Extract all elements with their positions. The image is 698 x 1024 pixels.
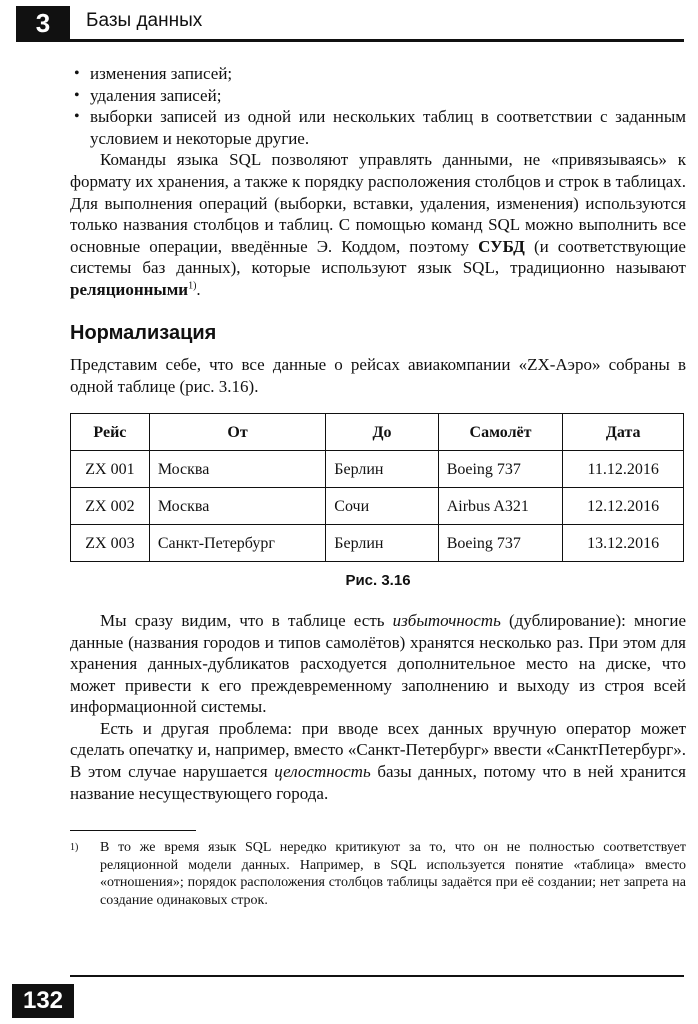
figure-caption: Рис. 3.16 xyxy=(345,572,411,590)
term-integrity: целостность xyxy=(274,762,371,782)
bullet-list xyxy=(70,63,686,149)
table-cell: Москва xyxy=(149,451,325,488)
table-cell: ZX 003 xyxy=(71,525,150,562)
header-rule xyxy=(16,39,684,42)
table-cell: Boeing 737 xyxy=(438,525,563,562)
table-row xyxy=(71,525,684,562)
footnote-separator xyxy=(70,830,196,831)
footnote xyxy=(70,839,686,909)
table-cell: Airbus A321 xyxy=(438,488,563,525)
chapter-number-badge: 3 xyxy=(16,6,70,40)
table-cell: Санкт-Петербург xyxy=(149,525,325,562)
table-cell: ZX 002 xyxy=(71,488,150,525)
footer-rule xyxy=(70,975,684,977)
footnote-ref: 1) xyxy=(188,280,197,292)
flights-table xyxy=(70,413,684,562)
table-row xyxy=(71,488,684,525)
term-relational: реляционными xyxy=(70,279,189,299)
chapter-title: Базы данных xyxy=(86,10,203,31)
list-item: • удаления записей; xyxy=(70,85,686,107)
col-header-flight: Рейс xyxy=(71,414,150,451)
paragraph-intro: Представим себе, что все данные о рейсах авиакомпании «ZX-Аэро» собраны в одной таблице (рис. 3.16). xyxy=(70,355,686,396)
table-cell: ZX 001 xyxy=(71,451,150,488)
footnote-text: В то же время язык SQL нередко критикуют за то, что он не полностью соответствует реляционной модели данных. Например, в SQL используется понятие «таблица» вместо «отношения»; порядок расположения столбцов таблицы задаётся при её создании; нет запрета на создание одинаковых строк. xyxy=(100,840,686,908)
col-header-from: От xyxy=(149,414,325,451)
page-number: 132 xyxy=(12,984,74,1018)
paragraph-redundancy: Мы сразу видим, что в таблице есть избыточность (дублирование): многие данные (названия городов и типов самолётов) хранятся несколько раз. При этом для хранения данных-дубликатов расходуется дополнительное место на диске, что может привести к его преждевременному заполнению и выходу из строя всей информационной системы. xyxy=(70,610,686,717)
table-cell: 11.12.2016 xyxy=(563,451,684,488)
footnote-mark: 1) xyxy=(70,842,79,854)
table-row xyxy=(71,451,684,488)
term-redundancy: избыточность xyxy=(392,610,501,630)
table-cell: Берлин xyxy=(326,451,438,488)
table-cell: 13.12.2016 xyxy=(563,525,684,562)
col-header-date: Дата xyxy=(563,414,684,451)
col-header-to: До xyxy=(326,414,438,451)
list-item: • изменения записей; xyxy=(70,63,686,85)
table-cell: 12.12.2016 xyxy=(563,488,684,525)
col-header-aircraft: Самолёт xyxy=(438,414,563,451)
term-dbms: СУБД xyxy=(478,236,525,256)
table-cell: Boeing 737 xyxy=(438,451,563,488)
table-cell: Сочи xyxy=(326,488,438,525)
paragraph-sql: Команды языка SQL позволяют управлять данными, не «привязываясь» к формату их хранения, а также к порядку расположения столбцов и строк в таблицах. Для выполнения операций (выборки, вставки, удаления, изменения) используются только названия столбцов и таблиц. С помощью команд SQL можно выполнить все основные операции, введённые Э. Коддом, поэтому СУБД (и соответствующие системы баз данных), которые используют язык SQL, традиционно называют реляционными$^{1)}$. xyxy=(70,150,686,299)
table-header-row xyxy=(71,414,684,451)
table-cell: Москва xyxy=(149,488,325,525)
table-cell: Берлин xyxy=(326,525,438,562)
section-title: Нормализация xyxy=(70,321,217,344)
list-item: • выборки записей из одной или нескольких таблиц в соответствии с заданным условием и некоторые другие. xyxy=(70,106,686,149)
page-content xyxy=(70,63,686,909)
paragraph-integrity: Есть и другая проблема: при вводе всех данных вручную оператор может сделать опечатку и, например, вместо «Санкт-Петербург» ввести «СанктПетербург». В этом случае нарушается целостность базы данных, потому что в ней хранится название несуществующего города. xyxy=(70,718,687,803)
